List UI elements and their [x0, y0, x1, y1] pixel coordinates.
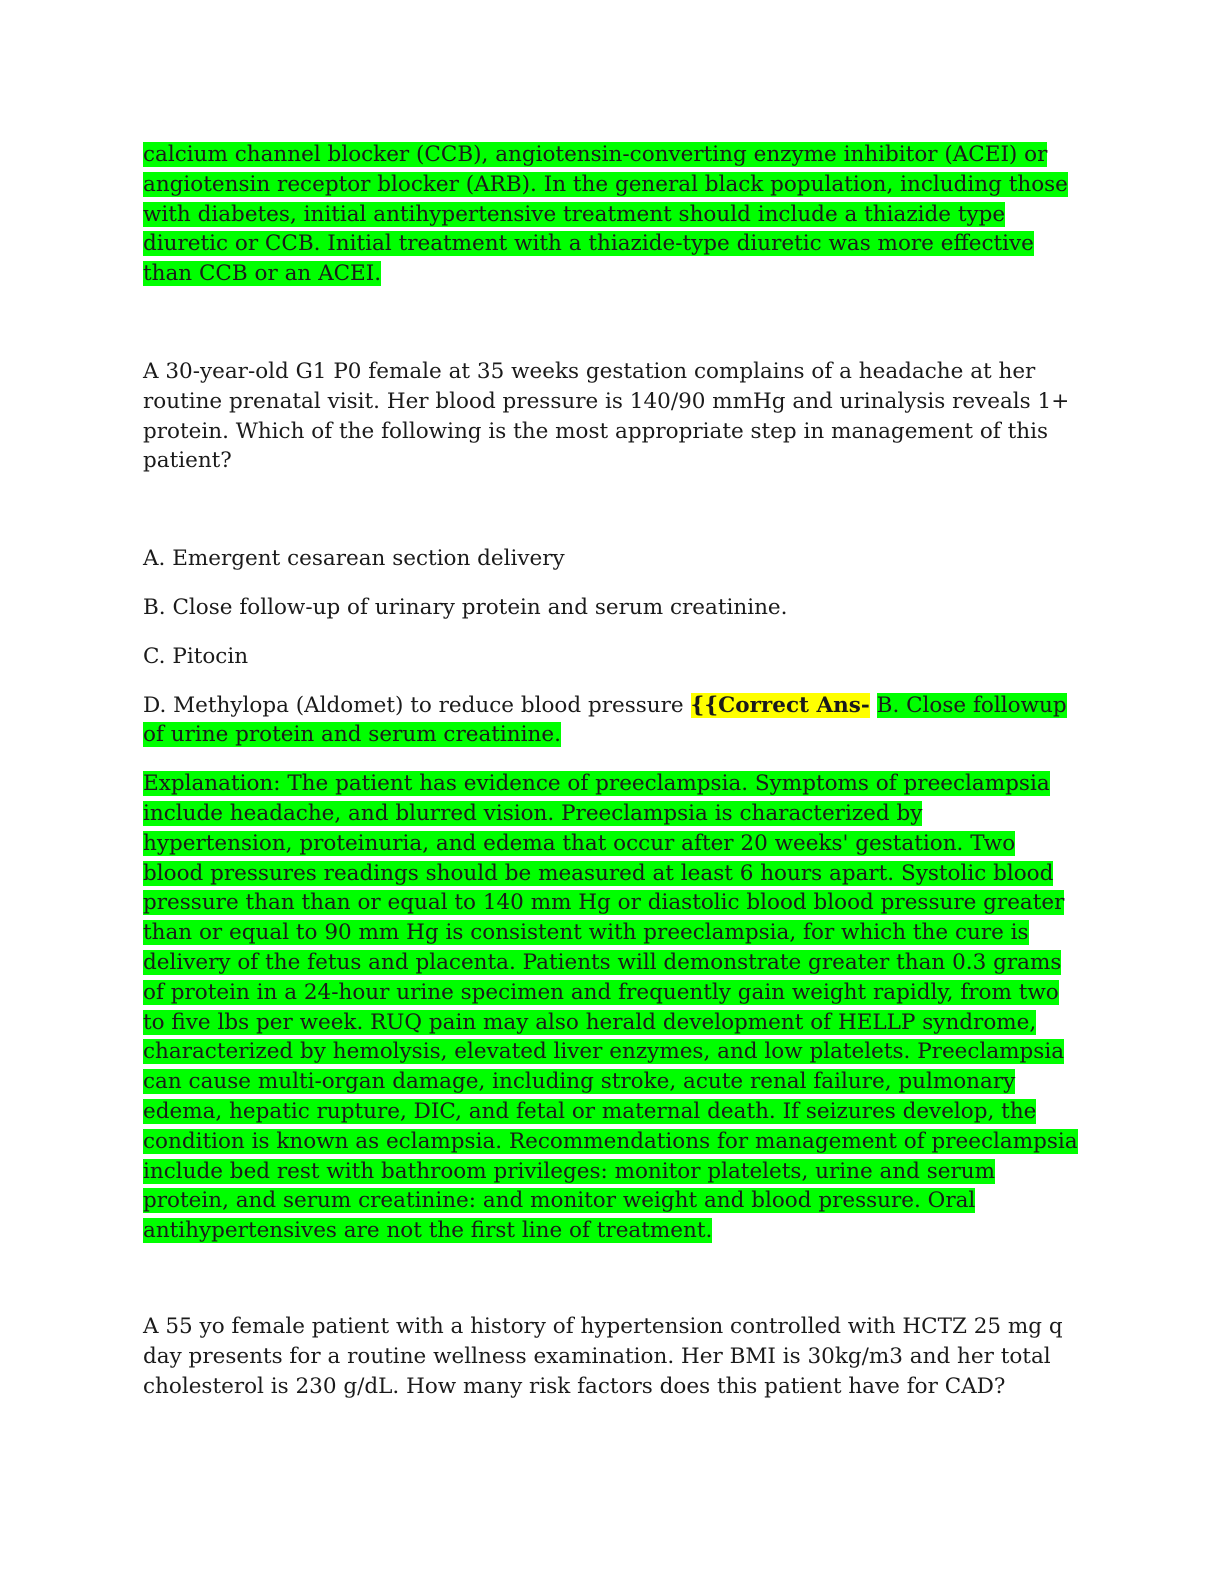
option-c: C. Pitocin	[143, 643, 249, 669]
spacer	[143, 1246, 1078, 1312]
document-page	[143, 140, 1078, 1401]
spacer	[143, 289, 1078, 357]
correct-answer-marker: {{Correct Ans-	[690, 692, 870, 718]
question-1-explanation	[143, 769, 1078, 1246]
option-d-with-answer	[143, 691, 1078, 751]
spacer	[143, 574, 1078, 593]
question-2-stem: A 55 yo female patient with a history of hypertension controlled with HCTZ 25 mg q day presents for a routine wellness examination. Her BMI is 30kg/m3 and her total cholesterol is 230 g/dL. How many risk factors does this patient have for CAD?	[143, 1313, 1063, 1399]
prev-explanation-paragraph	[143, 140, 1078, 289]
spacer	[143, 623, 1078, 642]
explanation-text: Explanation: The patient has evidence of preeclampsia. Symptoms of preeclampsia include headache, and blurred vision. Preeclampsia is characterized by hypertension, proteinuria, and edema that occur after 20 weeks' gestation. Two blood pressures readings should be measured at least 6 hours apart. Systolic blood pressure than than or equal to 140 mm Hg or diastolic blood blood pressure greater than or equal to 90 mm Hg is consistent with preeclampsia, for which the cure is delivery of the fetus and placenta. Patients will demonstrate greater than 0.3 grams of protein in a 24-hour urine specimen and frequently gain weight rapidly, from two to five lbs per week. RUQ pain may also herald development of HELLP syndrome, characterized by hemolysis, elevated liver enzymes, and low platelets. Preeclampsia can cause multi-organ damage, including stroke, acute renal failure, pulmonary edema, hepatic rupture, DIC, and fetal or maternal death. If seizures develop, the condition is known as eclampsia. Recommendations for management of preeclampsia include bed rest with bathroom privileges: monitor platelets, urine and serum protein, and serum creatinine: and monitor weight and blood pressure. Oral antihypertensives are not the first line of treatment.	[143, 771, 1078, 1244]
spacer	[143, 750, 1078, 769]
option-a: A. Emergent cesarean section delivery	[143, 546, 565, 572]
spacer	[143, 476, 1078, 544]
prev-explanation-text: calcium channel blocker (CCB), angiotensin-converting enzyme inhibitor (ACEI) or angiotensin receptor blocker (ARB). In the general black population, including those with diabetes, initial antihypertensive treatment should include a thiazide type diuretic or CCB. Initial treatment with a thiazide-type diuretic was more effective than CCB or an ACEI.	[143, 142, 1068, 287]
option-d: D. Methylopa (Aldomet) to reduce blood pressure	[143, 692, 684, 718]
question-1-stem: A 30-year-old G1 P0 female at 35 weeks gestation complains of a headache at her routine prenatal visit. Her blood pressure is 140/90 mmHg and urinalysis reveals 1+ protein. Which of the following is the most appropriate step in management of this patient?	[143, 358, 1070, 474]
spacer	[143, 672, 1078, 691]
option-b: B. Close follow-up of urinary protein and serum creatinine.	[143, 594, 788, 620]
correct-answer-text: B. Close followup of urine protein and serum creatinine.	[143, 692, 1067, 748]
